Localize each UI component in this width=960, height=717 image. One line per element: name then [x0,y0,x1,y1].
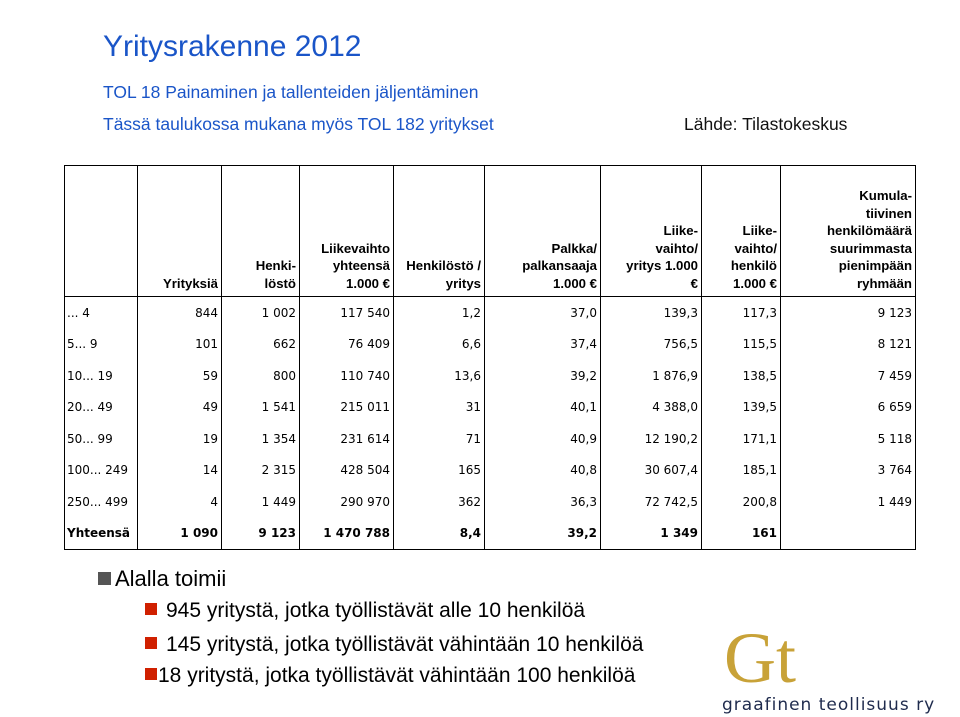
table-cell: 231 614 [300,423,394,455]
total-cell: 8,4 [394,518,485,550]
table-cell: 101 [138,329,222,361]
table-cell: 1 449 [222,486,300,518]
table-cell: 1 002 [222,297,300,329]
header-cell: Palkka/ palkansaaja 1.000 € [485,166,601,297]
table-cell: 1 876,9 [601,360,702,392]
table-cell: 185,1 [702,455,781,487]
square-bullet-icon [145,668,157,680]
table-row [65,360,916,392]
square-bullet-icon [98,572,111,585]
table-cell: 7 459 [781,360,916,392]
header-cell: Kumula- tiivinen henkilömäärä suurimmasta pienimpään ryhmään [781,166,916,297]
table-cell: 49 [138,392,222,424]
table-cell: 117 540 [300,297,394,329]
table-cell: 19 [138,423,222,455]
table-cell: 110 740 [300,360,394,392]
row-label-cell: 5... 9 [65,329,138,361]
table-cell: 138,5 [702,360,781,392]
table-cell: 40,8 [485,455,601,487]
header-cell: Henkilöstö / yritys [394,166,485,297]
table-cell: 72 742,5 [601,486,702,518]
table-row [65,297,916,329]
table-cell: 1 541 [222,392,300,424]
slide-title: Yritysrakenne 2012 [103,30,362,63]
total-cell: 1 090 [138,518,222,550]
total-cell: 9 123 [222,518,300,550]
header-cell: Liike- vaihto/ yritys 1.000 € [601,166,702,297]
bullet-heading: Alalla toimii [98,566,226,592]
table-cell: 200,8 [702,486,781,518]
logo-letters: Gt [724,618,796,698]
table-cell: 662 [222,329,300,361]
table-cell: 4 388,0 [601,392,702,424]
subtitle-note: Tässä taulukossa mukana myös TOL 182 yritykset [103,114,494,134]
table-cell: 31 [394,392,485,424]
table-cell: 139,5 [702,392,781,424]
header-cell: Henki- löstö [222,166,300,297]
table-cell: 117,3 [702,297,781,329]
table-cell: 71 [394,423,485,455]
table-cell: 800 [222,360,300,392]
table-cell: 36,3 [485,486,601,518]
row-label-cell: 100... 249 [65,455,138,487]
table-cell: 6,6 [394,329,485,361]
table-cell: 844 [138,297,222,329]
gt-logo [718,618,958,717]
table-cell: 40,9 [485,423,601,455]
table-cell: 30 607,4 [601,455,702,487]
header-cell [65,166,138,297]
table-row [65,423,916,455]
table-cell: 76 409 [300,329,394,361]
table-cell: 1 354 [222,423,300,455]
header-cell: Yrityksiä [138,166,222,297]
table-cell: 165 [394,455,485,487]
bullet-item: 145 yritystä, jotka työllistävät vähintään 10 henkilöä [145,633,643,657]
table-cell: 3 764 [781,455,916,487]
table-cell: 756,5 [601,329,702,361]
bullet-item: 945 yritystä, jotka työllistävät alle 10 henkilöä [145,599,585,623]
header-cell: Liike- vaihto/ henkilö 1.000 € [702,166,781,297]
row-label-cell: 250... 499 [65,486,138,518]
row-label-cell: 20... 49 [65,392,138,424]
table-cell: 9 123 [781,297,916,329]
table-row [65,392,916,424]
table-header-row [65,166,916,297]
total-cell: 39,2 [485,518,601,550]
square-bullet-icon [145,603,157,615]
company-structure-table [64,165,916,550]
row-label-cell: 50... 99 [65,423,138,455]
table-cell: 14 [138,455,222,487]
table-cell: 362 [394,486,485,518]
table-cell: 6 659 [781,392,916,424]
table-cell: 13,6 [394,360,485,392]
table-cell: 1 449 [781,486,916,518]
total-cell: 1 349 [601,518,702,550]
row-label-cell: ... 4 [65,297,138,329]
header-cell: Liikevaihto yhteensä 1.000 € [300,166,394,297]
total-cell: 1 470 788 [300,518,394,550]
table-cell: 115,5 [702,329,781,361]
table-cell: 37,4 [485,329,601,361]
table-cell: 1,2 [394,297,485,329]
total-label-cell: Yhteensä [65,518,138,550]
table-cell: 139,3 [601,297,702,329]
source-label: Lähde: Tilastokeskus [684,114,848,134]
table-cell: 59 [138,360,222,392]
table-cell: 37,0 [485,297,601,329]
table-cell: 290 970 [300,486,394,518]
table-row [65,486,916,518]
table-cell: 428 504 [300,455,394,487]
table-cell: 39,2 [485,360,601,392]
table-cell: 215 011 [300,392,394,424]
row-label-cell: 10... 19 [65,360,138,392]
total-cell [781,518,916,550]
table-total-row [65,518,916,550]
subtitle-industry: TOL 18 Painaminen ja tallenteiden jäljentäminen [103,82,479,102]
table-row [65,329,916,361]
table-cell: 40,1 [485,392,601,424]
table-cell: 171,1 [702,423,781,455]
table-cell: 5 118 [781,423,916,455]
table-cell: 4 [138,486,222,518]
table-cell: 12 190,2 [601,423,702,455]
table-cell: 2 315 [222,455,300,487]
logo-text: graafinen teollisuus ry [722,695,936,715]
total-cell: 161 [702,518,781,550]
bullet-item: 18 yritystä, jotka työllistävät vähintään 100 henkilöä [145,664,635,688]
table-cell: 8 121 [781,329,916,361]
table-row [65,455,916,487]
square-bullet-icon [145,637,157,649]
